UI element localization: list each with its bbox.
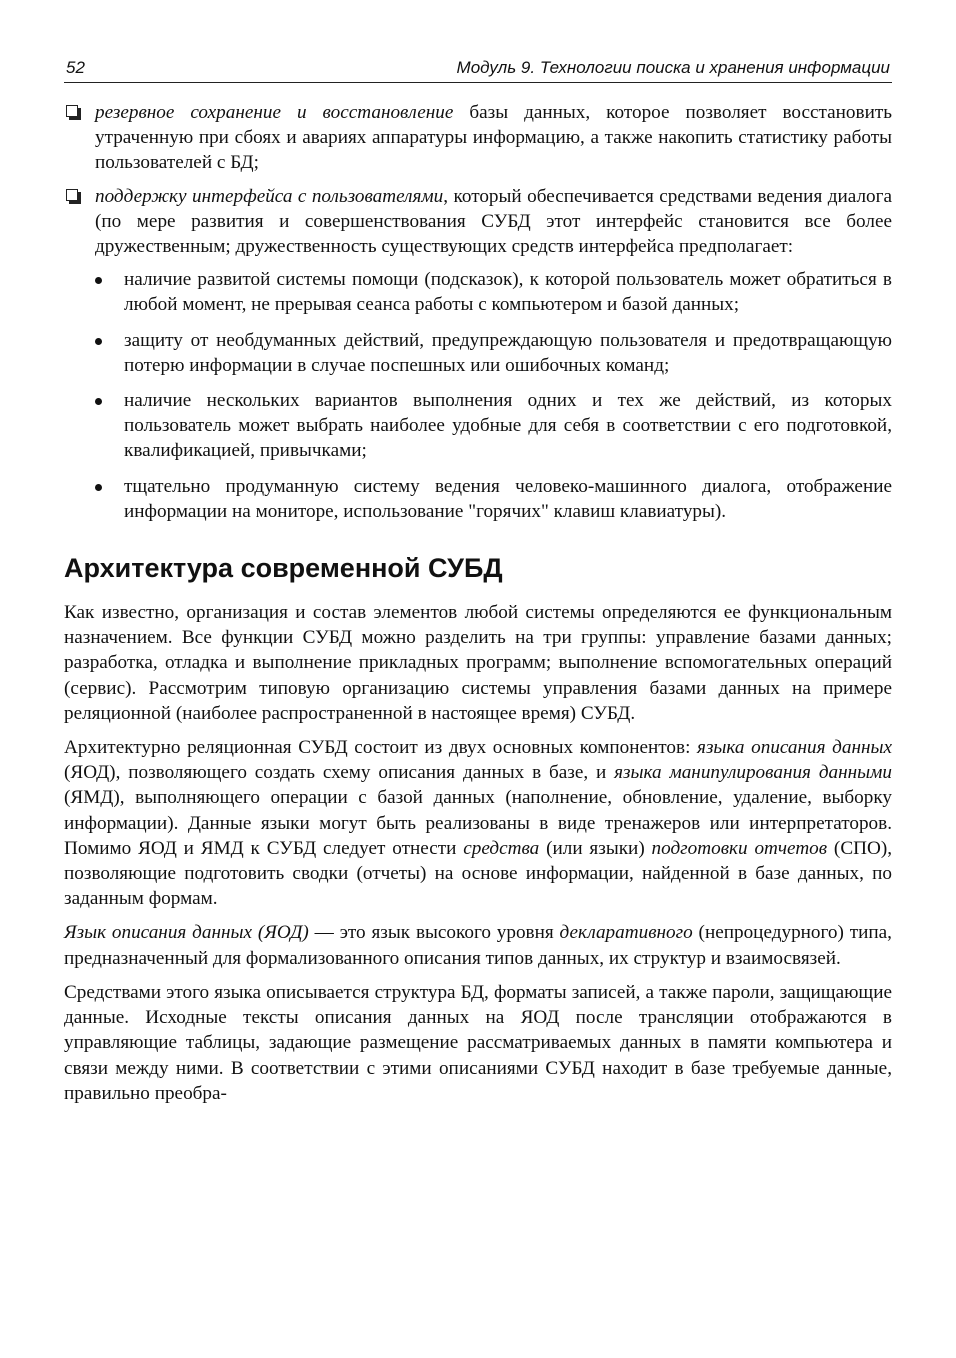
para-text: (СПО), позволяющие подготовить сводки (отчеты) на основе информации, найденной в базе данных, по заданным формам. — [64, 837, 893, 910]
bullet-text: наличие нескольких вариантов выполнения одних и тех же действий, из которых пользователь может выбрать наиболее удобные для себя в соответствии с его подготовкой, квалификацией, привычками; — [124, 390, 892, 462]
page-header — [64, 52, 892, 83]
para-text: (ЯОД), позволяющего создать схему описания данных в базе, и — [64, 762, 615, 784]
para-term: языка описания данных — [697, 737, 893, 759]
para-text: — это язык высокого уровня — [308, 922, 560, 944]
section-heading: Архитектура современной СУБД — [64, 553, 503, 584]
item-term: резервное сохранение и восстановление — [95, 102, 454, 123]
bullet-item — [64, 267, 892, 317]
bullet-dot-icon — [95, 398, 102, 405]
checkbox-bullet-icon — [66, 189, 78, 201]
checkbox-list-item — [64, 100, 892, 176]
bullet-text: защиту от необдуманных действий, предупреждающую пользователя и предотвращающую потерю информации в случае поспешных или ошибочных команд; — [124, 329, 892, 376]
para-text: Архитектурно реляционная СУБД состоит из двух основных компонентов: — [64, 737, 698, 759]
para-text: (или языки) — [539, 837, 652, 859]
paragraph-architecture — [64, 735, 892, 911]
item-text: базы данных, которое позволяет восстановить утраченную при сбоях и авариях аппаратуры информацию, а также накопить статистику работы пользователей с БД; — [95, 102, 892, 174]
para-term: подготовки отчетов — [651, 837, 828, 859]
bullet-item — [64, 474, 892, 524]
bullet-list — [64, 267, 892, 524]
page-body — [64, 100, 892, 1115]
para-term: декларативного — [559, 922, 693, 944]
running-title: Модуль 9. Технологии поиска и хранения информации — [456, 58, 890, 77]
page-number: 52 — [66, 58, 85, 77]
item-term: поддержку интерфейса с пользователями — [95, 185, 444, 207]
para-term: средства — [463, 837, 540, 859]
bullet-dot-icon — [95, 484, 102, 491]
item-text: , который обеспечивается средствами ведения диалога (по мере развития и совершенствования СУБД этот интерфейс становится все более дружественным; дружественность существующих средств интерфейса предполагает: — [95, 185, 892, 258]
paragraph-ddl-details: Средствами этого языка описывается структура БД, форматы записей, а также пароли, защищающие данные. Исходные тексты описания данных на ЯОД после трансляции отображаются в управляющие таблицы, задающие размещение рассматриваемых данных в памяти компьютера и связи между ними. В соответствии с этими описаниями СУБД находит в базе требуемые данные, правильно преобра- — [64, 981, 892, 1104]
bullet-text: тщательно продуманную систему ведения человеко-машинного диалога, отображение информации на мониторе, использование "горячих" клавиш клавиатуры). — [124, 475, 892, 522]
bullet-item — [64, 388, 892, 464]
paragraph-intro: Как известно, организация и состав элементов любой системы определяются ее функциональным назначением. Все функции СУБД можно разделить на три группы: управление базами данных; разработка, отладка и выполнение прикладных программ; выполнение вспомогательных операций (сервис). Рассмотрим типовую организацию системы управления базами данных на примере реляционной (наиболее распространенной в настоящее время) СУБД. — [64, 602, 892, 724]
para-text: (непроцедурного) типа, предназначенный для формализованного описания типов данных, их структур и взаимосвязей. — [64, 922, 892, 969]
bullet-text: наличие развитой системы помощи (подсказок), к которой пользователь может обратиться в любой момент, не прерывая сеанса работы с компьютером и базой данных; — [124, 269, 892, 316]
para-term: Язык описания данных (ЯОД) — [64, 922, 309, 944]
bullet-item — [64, 328, 892, 378]
para-term: языка манипулирования данными — [614, 762, 892, 784]
bullet-dot-icon — [95, 277, 102, 284]
bullet-dot-icon — [95, 338, 102, 345]
checkbox-list-item — [64, 184, 892, 524]
checkbox-bullet-icon — [66, 105, 78, 117]
para-text: (ЯМД), выполняющего операции с базой данных (наполнение, обновление, удаление, выборку информации). Данные языки могут быть реализованы в виде тренажеров или интерпретаторов. Помимо ЯОД и ЯМД к СУБД следует отнести — [64, 787, 892, 859]
paragraph-ddl-definition — [64, 920, 892, 970]
